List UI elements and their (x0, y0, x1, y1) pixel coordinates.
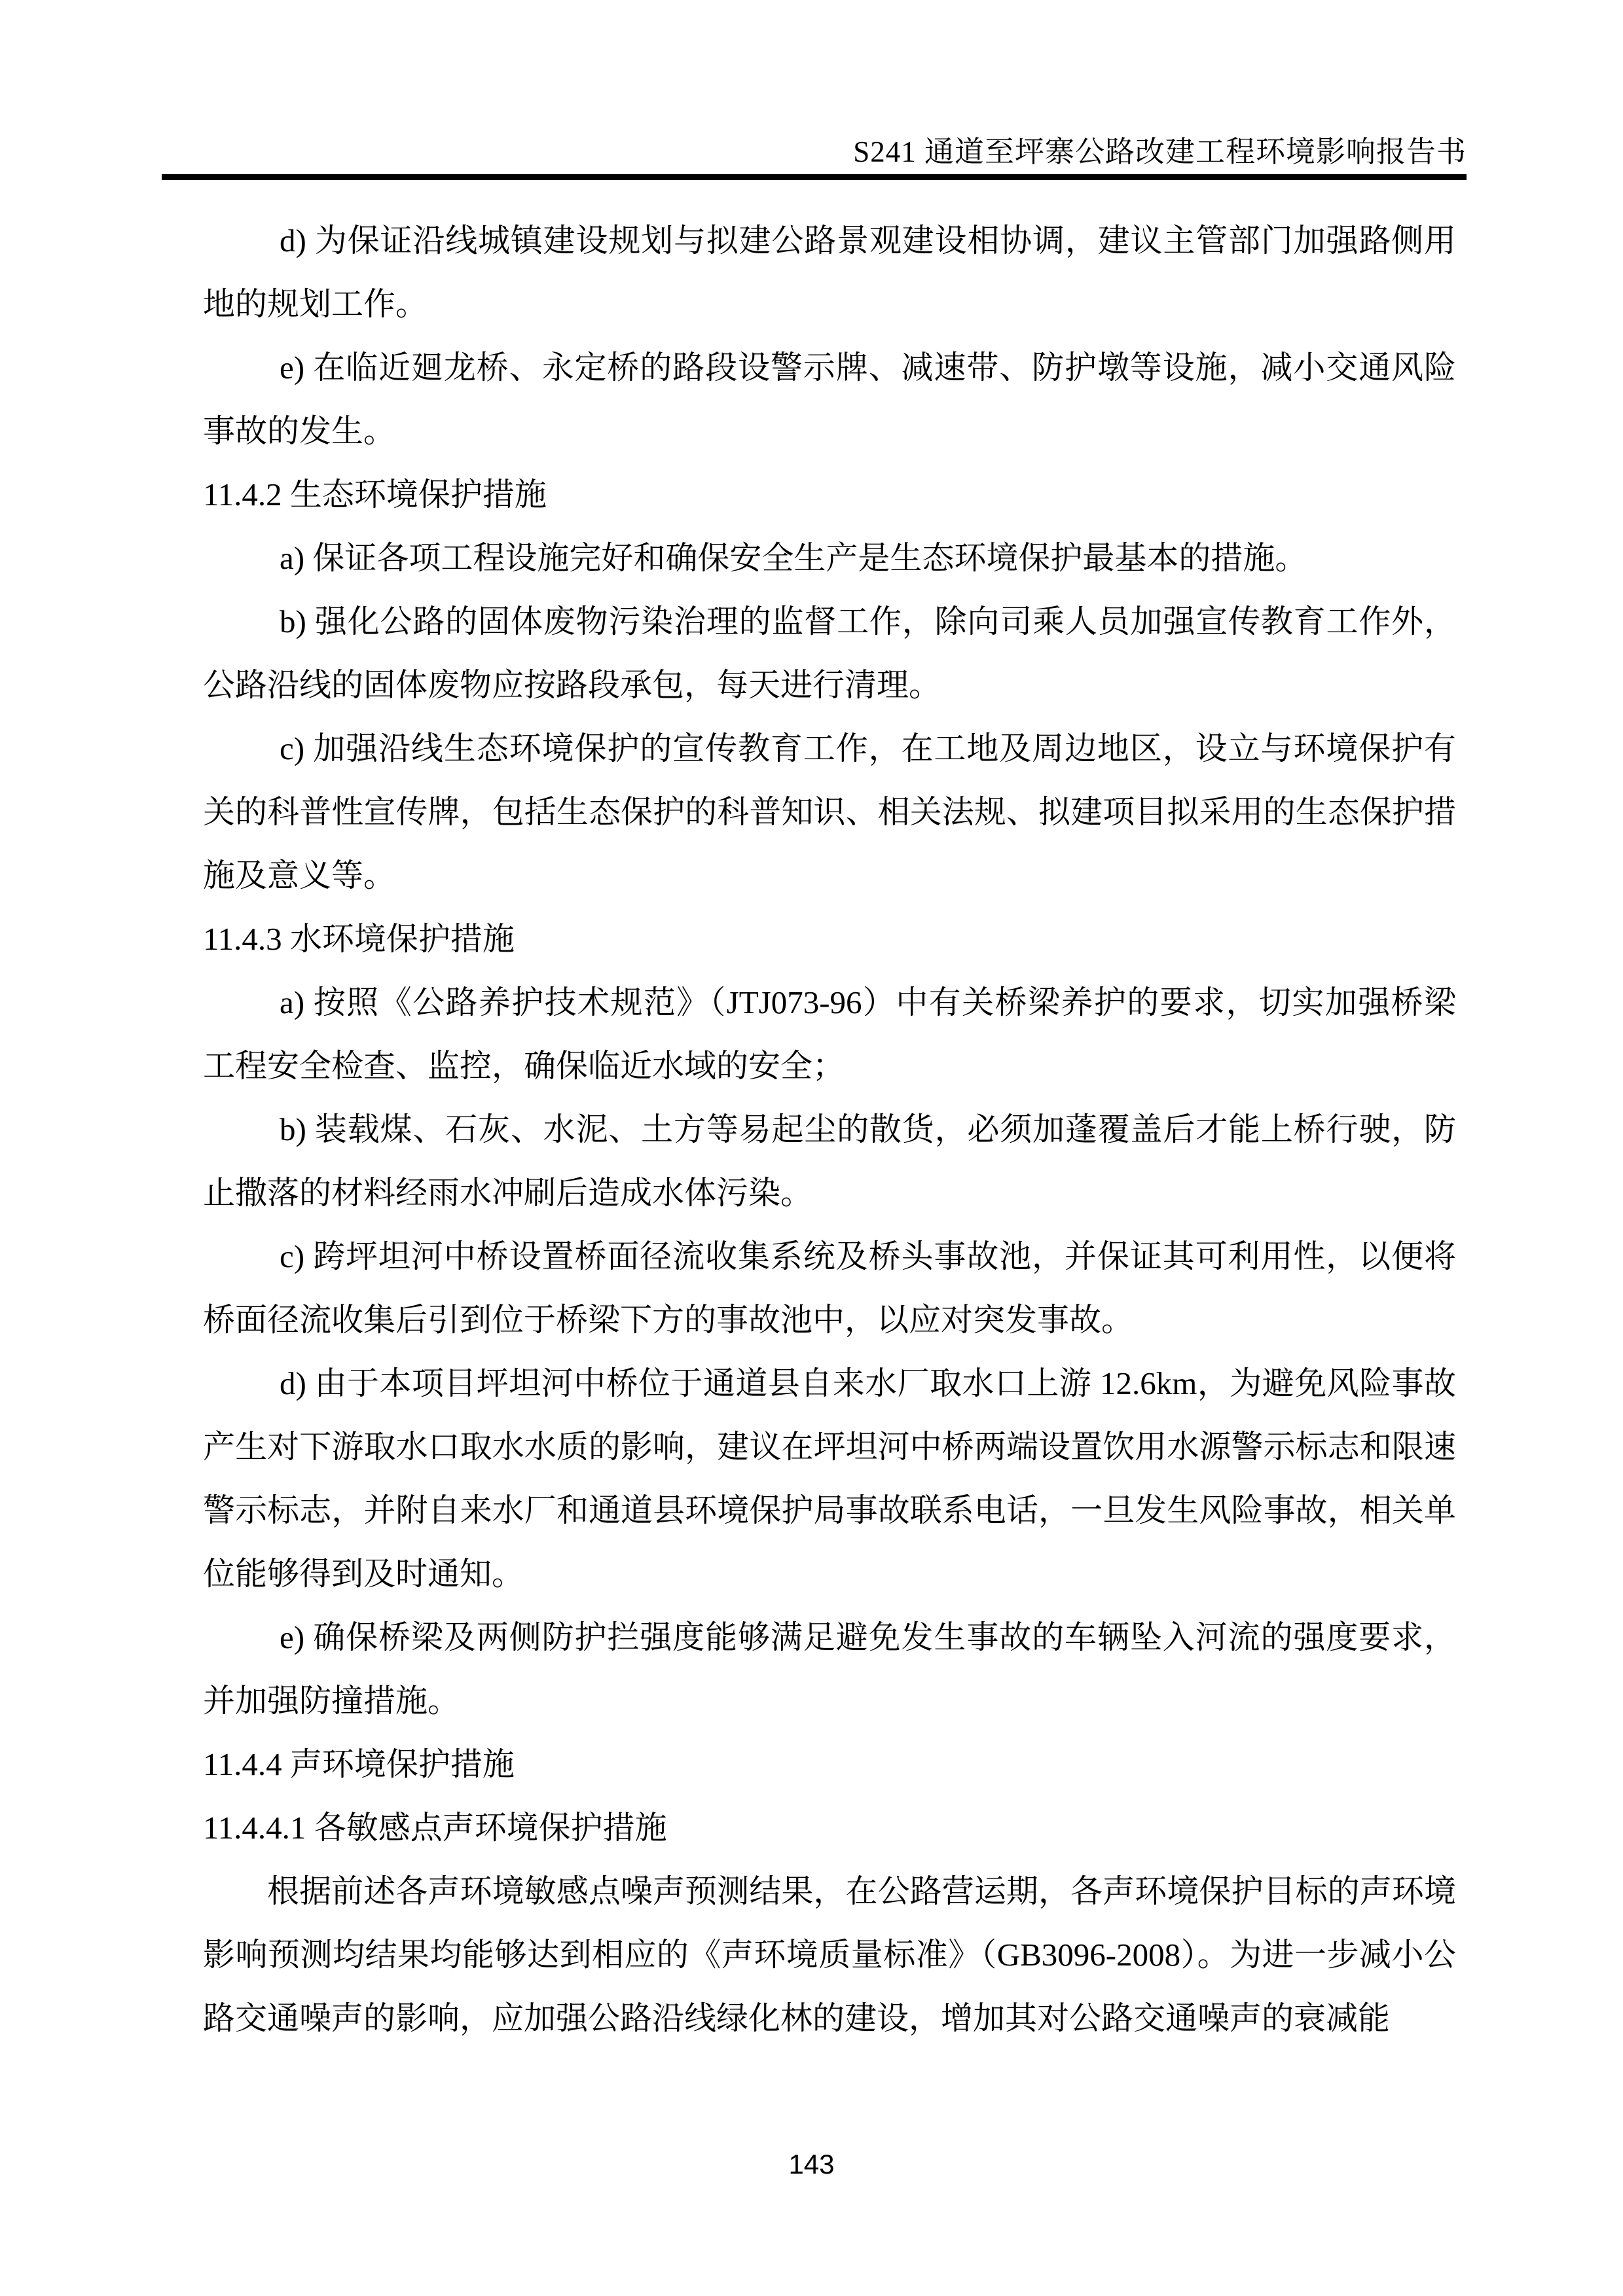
document-body (203, 209, 1456, 2050)
section-heading: 11.4.4 声环境保护措施 (203, 1746, 515, 1782)
section-heading: 11.4.2 生态环境保护措施 (203, 476, 547, 512)
paragraph: b) 装载煤、石灰、水泥、土方等易起尘的散货，必须加蓬覆盖后才能上桥行驶，防止撒落的材料经雨水冲刷后造成水体污染。 (203, 1111, 1456, 1211)
section-heading: 11.4.4.1 各敏感点声环境保护措施 (203, 1810, 667, 1846)
paragraph: a) 保证各项工程设施完好和确保安全生产是生态环境保护最基本的措施。 (280, 540, 1307, 576)
paragraph: c) 跨坪坦河中桥设置桥面径流收集系统及桥头事故池，并保证其可利用性，以便将桥面径流收集后引到位于桥梁下方的事故池中，以应对突发事故。 (203, 1238, 1456, 1338)
paragraph: d) 由于本项目坪坦河中桥位于通道县自来水厂取水口上游 12.6km，为避免风险事故产生对下游取水口取水水质的影响，建议在坪坦河中桥两端设置饮用水源警示标志和限速警示标志，并附自来水厂和通道县环境保护局事故联系电话，一旦发生风险事故，相关单位能够得到及时通知。 (203, 1365, 1456, 1592)
paragraph: a) 按照《公路养护技术规范》（JTJ073-96）中有关桥梁养护的要求，切实加强桥梁工程安全检查、监控，确保临近水域的安全； (203, 984, 1456, 1084)
paragraph: e) 确保桥梁及两侧防护拦强度能够满足避免发生事故的车辆坠入河流的强度要求，并加强防撞措施。 (203, 1619, 1456, 1719)
page-number: 143 (788, 2149, 835, 2179)
paragraph: 根据前述各声环境敏感点噪声预测结果，在公路营运期，各声环境保护目标的声环境影响预测均结果均能够达到相应的《声环境质量标准》（GB3096-2008）。为进一步减小公路交通噪声的影响，应加强公路沿线绿化林的建设，增加其对公路交通噪声的衰减能 (203, 1873, 1456, 2036)
paragraph: b) 强化公路的固体废物污染治理的监督工作，除向司乘人员加强宣传教育工作外，公路沿线的固体废物应按路段承包，每天进行清理。 (203, 603, 1456, 703)
page-header: S241 通道至坪寨公路改建工程环境影响报告书 (162, 136, 1467, 180)
section-heading: 11.4.3 水环境保护措施 (203, 921, 515, 957)
paragraph: e) 在临近廻龙桥、永定桥的路段设警示牌、减速带、防护墩等设施，减小交通风险事故的发生。 (203, 350, 1456, 449)
paragraph: d) 为保证沿线城镇建设规划与拟建公路景观建设相协调，建议主管部门加强路侧用地的规划工作。 (203, 223, 1456, 322)
paragraph: c) 加强沿线生态环境保护的宣传教育工作，在工地及周边地区，设立与环境保护有关的科普性宣传牌，包括生态保护的科普知识、相关法规、拟建项目拟采用的生态保护措施及意义等。 (203, 730, 1456, 893)
